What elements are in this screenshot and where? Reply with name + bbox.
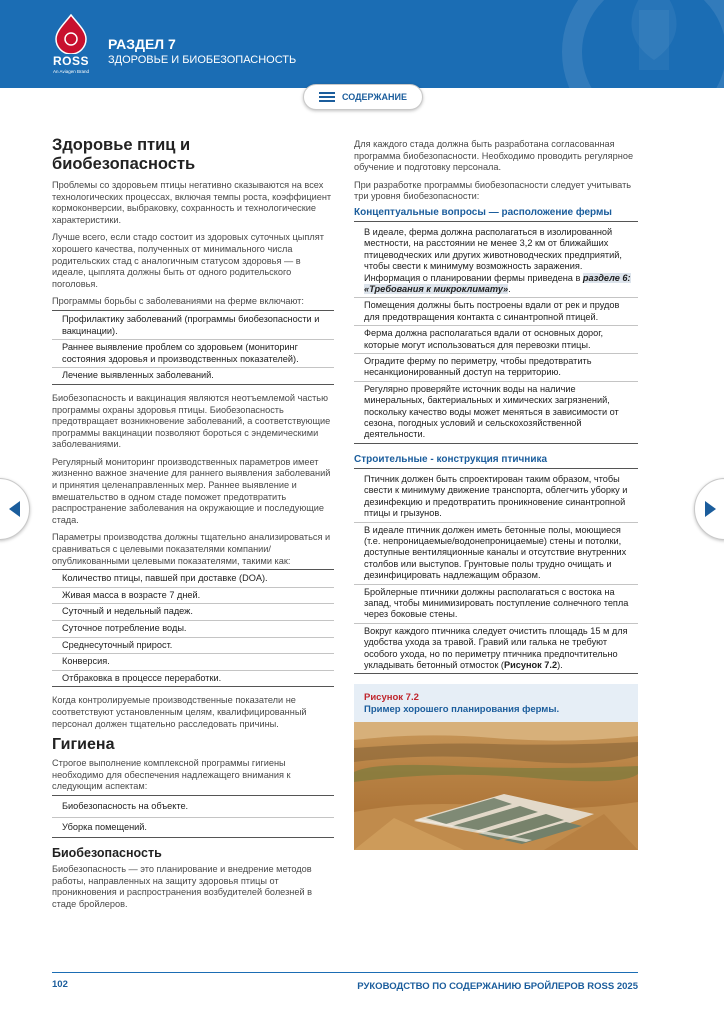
- footer-divider: [52, 972, 638, 973]
- list-item: Конверсия.: [52, 654, 334, 671]
- intro-paragraph-2: Лучше всего, если стадо состоит из здоровых суточных цыплят хорошего качества, полученных от минимального числа родительских стад с аналогичным статусом здоровья — в идеале, цыплята должны быть от одного родительского поголовья.: [52, 232, 324, 289]
- aviagen-watermark: [504, 0, 724, 88]
- biosecurity-definition: Биобезопасность — это планирование и внедрение методов работы, направленных на защиту здоровья птицы от проникновения и распространения возбудителей болезней в стаде бройлеров.: [52, 864, 313, 909]
- logo-subtext: An Aviagen Brand: [53, 69, 89, 74]
- list-item: Бройлерные птичники должны располагаться с востока на запад, чтобы минимизировать поступление солнечного тепла через боковые стены.: [354, 585, 638, 624]
- params-lead: Параметры производства должны тщательно анализироваться и сравниваться с целевыми показателями компании/опубликованными целевыми показателями, такими как:: [52, 532, 334, 570]
- list-item: Лечение выявленных заболеваний.: [52, 368, 334, 385]
- hygiene-list: [52, 797, 334, 838]
- structural-last-end: ).: [557, 659, 563, 670]
- list-item: Регулярно проверяйте источник воды на наличие минеральных, бактериальных и химических загрязнений, поскольку качество воды может меняться в зависимости от сезона, погодных условий и сельскохозяйственной деятельности.: [354, 382, 638, 444]
- page-number: 102: [52, 979, 68, 990]
- list-item: Ферма должна располагаться вдали от основных дорог, которые могут использоваться для перевозки птицы.: [354, 326, 638, 354]
- page-header: [0, 0, 724, 88]
- arrow-right-icon: [705, 501, 716, 517]
- list-item: Оградите ферму по периметру, чтобы предотвратить несанкционированный доступ на территорию.: [354, 354, 638, 382]
- biosecurity-heading: Биобезопасность: [52, 846, 162, 861]
- figure-number: Рисунок 7.2: [364, 692, 419, 704]
- structural-list: [354, 472, 638, 675]
- right-column: [354, 139, 638, 850]
- list-item: Живая масса в возрасте 7 дней.: [52, 588, 334, 605]
- logo-text: ROSS: [52, 54, 89, 68]
- contents-label: СОДЕРЖАНИЕ: [341, 92, 408, 102]
- list-item: В идеале птичник должен иметь бетонные полы, моющиеся (т.е. непроницаемые/водонепроницаемые) стены и потолки, доступные вентиляционные каналы и отсутствие внутренних столбов или выступов. Грунтовые полы трудно очищать и дезинфицировать надлежащим образом.: [354, 523, 638, 585]
- programs-lead: Программы борьбы с заболеваниями на ферме включают:: [52, 296, 334, 311]
- page-title: Здоровье птиц и биобезопасность: [52, 136, 196, 173]
- list-item: Количество птицы, павшей при доставке (DOA).: [52, 571, 334, 588]
- right-paragraph-1: Для каждого стада должна быть разработана согласованная программа биобезопасности. Необходимо проводить регулярное обучение и подготовку персонала.: [354, 139, 634, 173]
- list-item: Суточное потребление воды.: [52, 621, 334, 638]
- figure-7-2-reference[interactable]: Рисунок 7.2: [503, 659, 558, 670]
- hygiene-heading: Гигиена: [52, 736, 115, 754]
- list-item: Суточный и недельный падеж.: [52, 604, 334, 621]
- list-item: Среднесуточный прирост.: [52, 638, 334, 655]
- ross-logo[interactable]: [48, 14, 94, 78]
- list-item: Помещения должны быть построены вдали от рек и прудов для предотвращения контакта с синантропной птицей.: [354, 298, 638, 326]
- left-column: [52, 136, 334, 917]
- conceptual-first-end: .: [508, 284, 511, 294]
- figure-caption: Пример хорошего планирования фермы.: [364, 704, 560, 716]
- list-item: [354, 624, 638, 675]
- params-list: [52, 571, 334, 687]
- list-item: Птичник должен быть спроектирован таким образом, чтобы свести к минимуму движение транспорта, облегчить уборку и дезинфекцию и предотвратить проникновение синантропной птицы и грызунов.: [354, 472, 638, 523]
- farm-aerial-photo: [354, 722, 638, 850]
- footer-guide-title: РУКОВОДСТВО ПО СОДЕРЖАНИЮ БРОЙЛЕРОВ ROSS 2025: [357, 981, 638, 992]
- figure-7-2: [354, 684, 638, 850]
- hygiene-lead: Строгое выполнение комплексной программы гигиены необходимо для обеспечения надлежащего внимания к следующим аспектам:: [52, 758, 334, 796]
- structural-subheading: Строительные - конструкция птичника: [354, 454, 638, 469]
- intro-paragraph-1: Проблемы со здоровьем птицы негативно сказываются на всех технологических процессах, включая темпы роста, коэффициент кормоконверсии, выбраковку, сохранность и технологические характеристики.: [52, 180, 332, 225]
- section-6-link[interactable]: разделе 6: «Требования к микроклимату»: [364, 272, 631, 294]
- section-title: ЗДОРОВЬЕ И БИОБЕЗОПАСНОСТЬ: [108, 54, 297, 66]
- arrow-left-icon: [9, 501, 20, 517]
- contents-button[interactable]: [303, 84, 423, 110]
- list-item: Отбраковка в процессе переработки.: [52, 671, 334, 688]
- next-page-button[interactable]: [694, 478, 724, 540]
- paragraph-investigation: Когда контролируемые производственные показатели не соответствуют установленным целям, квалифицированный персонал должен тщательно расследовать причины.: [52, 695, 307, 729]
- programs-list: [52, 312, 334, 385]
- conceptual-list: [354, 225, 638, 444]
- list-item: Раннее выявление проблем со здоровьем (мониторинг состояния здоровья и производственных показателей).: [52, 340, 334, 368]
- list-item: [354, 225, 638, 298]
- conceptual-first-text: В идеале, ферма должна располагаться в изолированной местности, на расстоянии не менее 3,2 км от ближайших птицеводческих или других животноводческих предприятий, чтобы свести к минимуму возможность заражения. Информация о планировании фермы приведена в: [364, 226, 622, 283]
- ross-drop-icon: [53, 14, 89, 54]
- section-number: РАЗДЕЛ 7: [108, 36, 176, 52]
- previous-page-button[interactable]: [0, 478, 30, 540]
- paragraph-biosecurity-vaccination: Биобезопасность и вакцинация являются неотъемлемой частью программы охраны здоровья птицы. Биобезопасность предотвращает возникновение заболеваний, а соответствующие программы вакцинации позволяют бороться с эндемическими заболеваниями.: [52, 392, 331, 450]
- list-item: Биобезопасность на объекте.: [52, 797, 334, 818]
- right-paragraph-2: При разработке программы биобезопасности следует учитывать три уровня биобезопасности:: [354, 179, 632, 202]
- list-item: Уборка помещений.: [52, 818, 334, 839]
- conceptual-subheading: Концептуальные вопросы — расположение фермы: [354, 207, 638, 222]
- list-item: Профилактику заболеваний (программы биобезопасности и вакцинации).: [52, 312, 334, 340]
- menu-icon: [319, 92, 335, 102]
- paragraph-monitoring: Регулярный мониторинг производственных параметров имеет жизненно важное значение для раннего выявления заболеваний и принятия целенаправленных мер. Раннее выявление и вмешательство в одном стаде поможет предотвратить распространение заболевания на окружающие и последующие стада.: [52, 456, 331, 525]
- structural-last-text: Вокруг каждого птичника следует очистить площадь 15 м для удобства ухода за травой. Гравий или галька не требуют особого ухода, но по периметру птичника предпочтительно укладывать бетонный отмосток (: [364, 625, 628, 670]
